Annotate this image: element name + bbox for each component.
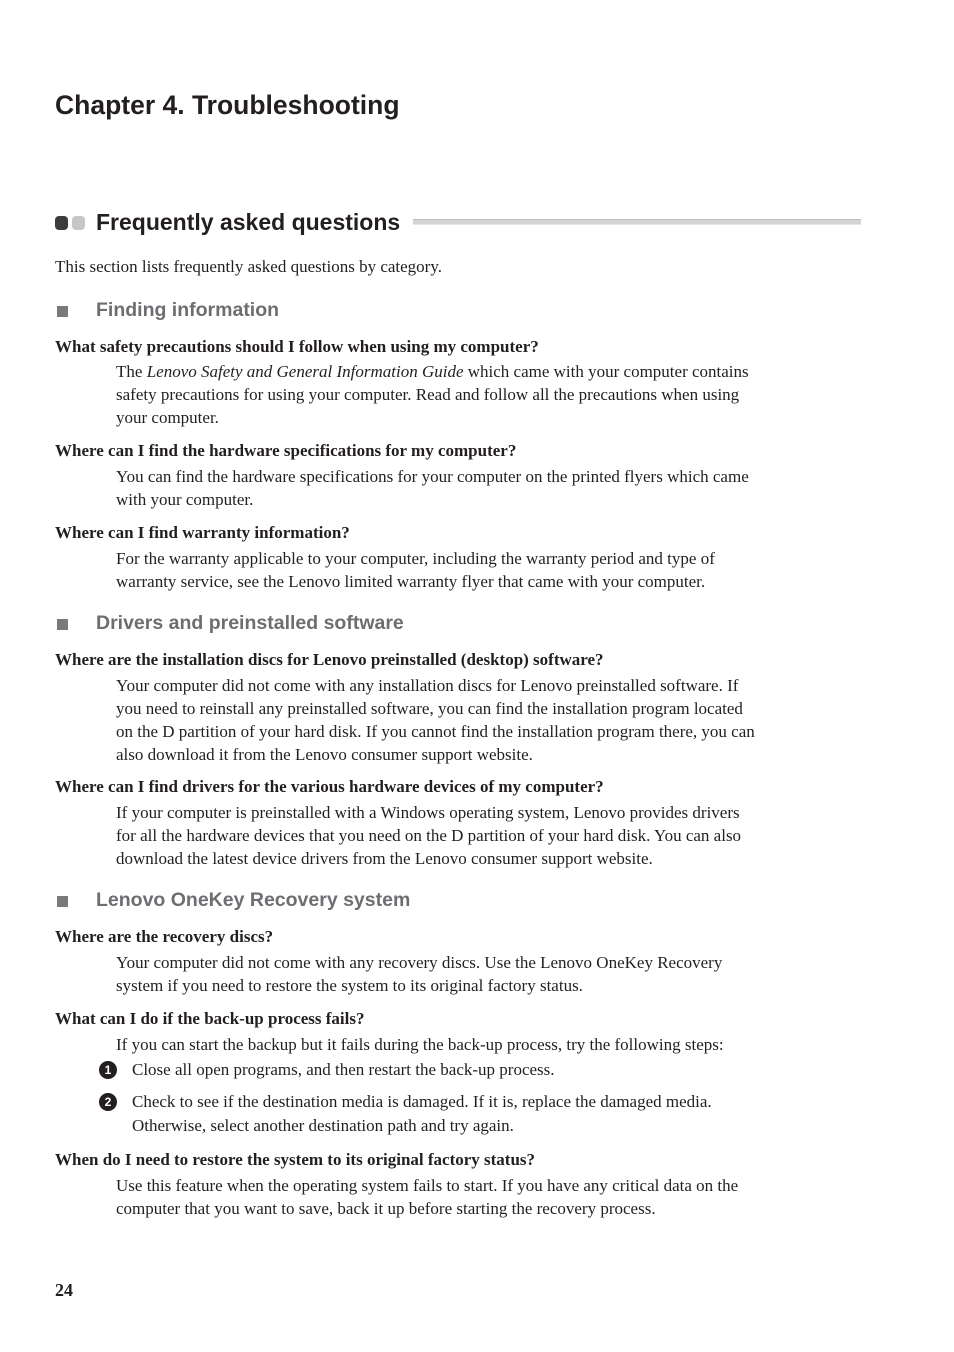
category-title: Drivers and preinstalled software [96,612,404,634]
category-title: Finding information [96,299,280,321]
category-bullet-icon [57,896,68,907]
faq-answer: If you can start the backup but it fails during the back-up process, try the following steps: [116,1035,724,1054]
section-intro: This section lists frequently asked questions by category. [55,257,442,276]
category-bullet-icon [57,306,68,317]
faq-question: When do I need to restore the system to its original factory status? [55,1150,536,1169]
faq-answer: Use this feature when the operating system fails to start. If you have any critical data on the computer that you want to save, back it up before starting the recovery process. [116,1176,739,1218]
faq-answer: For the warranty applicable to your computer, including the warranty period and type of warranty service, see the Lenovo limited warranty flyer that came with your computer. [116,549,715,591]
faq-answer: Your computer did not come with any recovery discs. Use the Lenovo OneKey Recovery system if you need to restore the system to its original factory status. [116,953,723,995]
faq-answer: Your computer did not come with any installation discs for Lenovo preinstalled software. If you need to reinstall any preinstalled software, you can find the installation program located on the D partition of your hard disk. If you cannot find the installation program there, you can also download it from the Lenovo consumer support website. [116,676,755,764]
faq-question: Where can I find warranty information? [55,523,350,542]
step-text: Close all open programs, and then restart the back-up process. [132,1060,555,1079]
guide-title: Lenovo Safety and General Information Guide [146,362,464,381]
page-number: 24 [55,1280,73,1300]
step-number-icon: 2 [99,1093,117,1111]
faq-answer: The Lenovo Safety and General Information Guide which came with your computer contains safety precautions for using your computer. Read and follow all the precautions when using your computer. [116,362,749,427]
category-title: Lenovo OneKey Recovery system [96,889,411,911]
section-divider [413,219,861,225]
category-bullet-icon [57,619,68,630]
faq-question: Where are the recovery discs? [55,927,274,946]
section-title: Frequently asked questions [96,209,401,235]
section-bullet-icon [55,216,87,230]
faq-question: What safety precautions should I follow when using my computer? [55,337,539,356]
faq-answer: You can find the hardware specifications for your computer on the printed flyers which came with your computer. [116,467,749,509]
faq-question: Where can I find drivers for the various hardware devices of my computer? [55,777,604,796]
faq-answer: If your computer is preinstalled with a Windows operating system, Lenovo provides drivers for all the hardware devices that you need on the D partition of your hard disk. You can also download the latest device drivers from the Lenovo consumer support website. [116,803,742,868]
faq-question: Where are the installation discs for Lenovo preinstalled (desktop) software? [55,650,604,669]
step-text: Check to see if the destination media is damaged. If it is, replace the damaged media. Otherwise, select another destination path and try again. [132,1092,712,1135]
step-number-icon: 1 [99,1061,117,1079]
faq-question: Where can I find the hardware specifications for my computer? [55,441,517,460]
chapter-title: Chapter 4. Troubleshooting [55,90,400,120]
faq-question: What can I do if the back-up process fails? [55,1009,365,1028]
